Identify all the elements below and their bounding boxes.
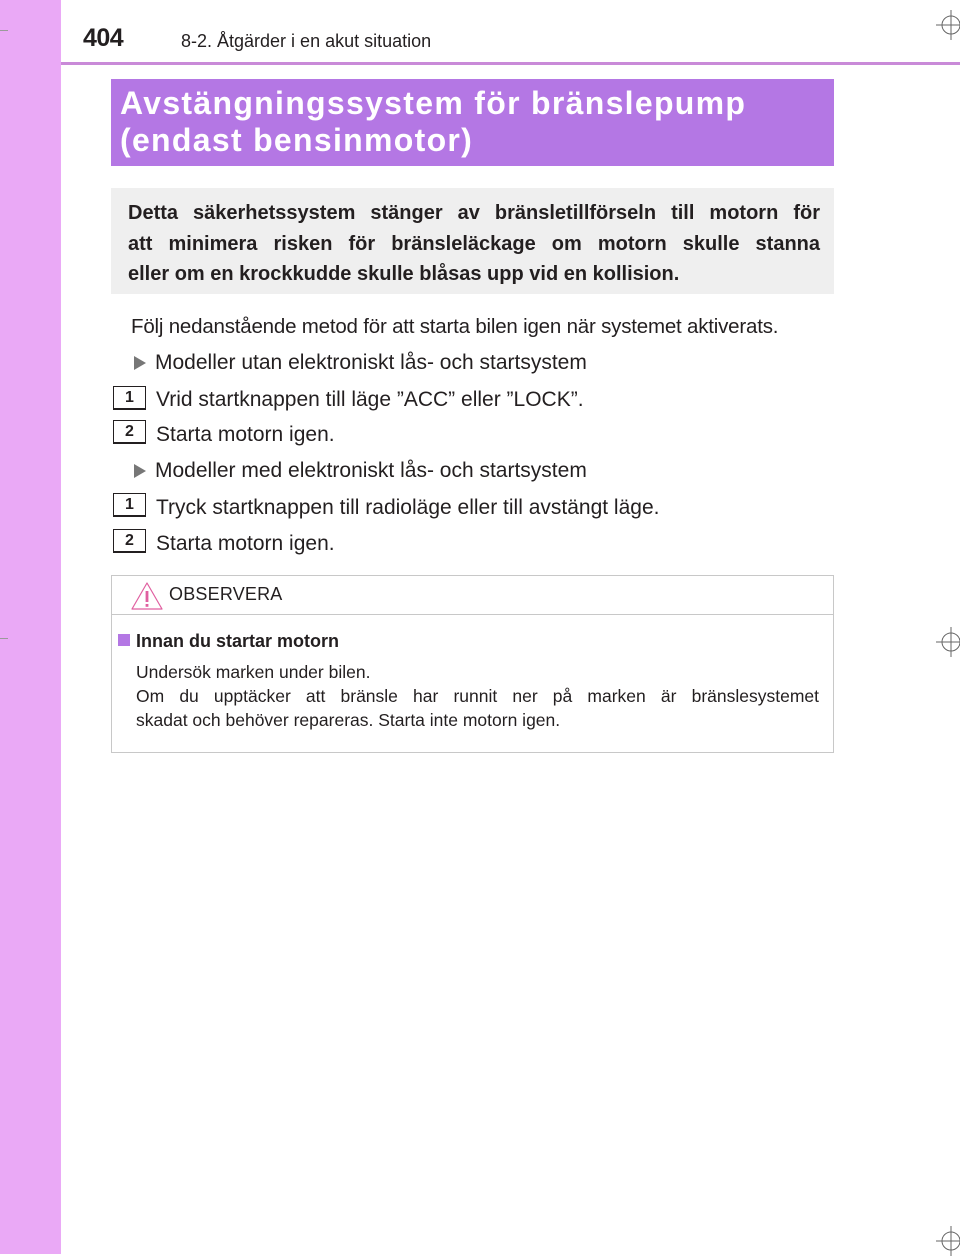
- summary-line-1: Detta säkerhetssystem stänger av bränsletillförseln till motorn för: [128, 202, 820, 224]
- heading-line-1: Avstängningssystem för bränslepump: [120, 85, 747, 121]
- warning-triangle-icon: [130, 581, 164, 611]
- trim-mark: [0, 30, 8, 31]
- step-number-badge: 1: [113, 386, 146, 410]
- step-text: Starta motorn igen.: [156, 532, 335, 555]
- step-text: Tryck startknappen till radioläge eller till avstängt läge.: [156, 496, 660, 519]
- page-number: 404: [83, 24, 124, 52]
- step-number-badge: 2: [113, 420, 146, 444]
- caution-line: skadat och behöver repareras. Starta inte motorn igen.: [136, 710, 561, 730]
- summary-line-3: eller om en krockkudde skulle blåsas upp vid en kollision.: [128, 263, 680, 285]
- triangle-right-icon: [134, 356, 146, 370]
- registration-crosshair-icon: [936, 1226, 960, 1256]
- summary-line-2: att minimera risken för bränsleläckage om motorn skulle stanna: [128, 232, 820, 255]
- registration-crosshair-icon: [936, 10, 960, 40]
- summary-box: [111, 188, 834, 294]
- section-title: 8-2. Åtgärder i en akut situation: [181, 31, 432, 51]
- triangle-right-icon: [134, 464, 146, 478]
- heading-banner: [111, 79, 834, 166]
- group-heading: Modeller utan elektroniskt lås- och startsystem: [155, 351, 587, 374]
- square-bullet-icon: [118, 634, 130, 646]
- side-color-strip: [0, 0, 61, 1254]
- caution-box: [111, 575, 834, 753]
- step-number-badge: 2: [113, 529, 146, 553]
- trim-mark: [0, 638, 8, 639]
- step-number-badge: 1: [113, 493, 146, 517]
- caution-line: Undersök marken under bilen.: [136, 662, 371, 682]
- header-rule: [61, 62, 960, 65]
- caution-label: OBSERVERA: [169, 584, 283, 604]
- heading-line-2: (endast bensinmotor): [120, 122, 474, 158]
- step-text: Starta motorn igen.: [156, 423, 335, 446]
- instruction-text: Följ nedanstående metod för att starta bilen igen när systemet aktiverats.: [131, 315, 779, 338]
- caution-header: [112, 576, 833, 615]
- registration-crosshair-icon: [936, 627, 960, 657]
- group-heading: Modeller med elektroniskt lås- och startsystem: [155, 459, 587, 482]
- caution-line: Om du upptäcker att bränsle har runnit ner på marken är bränslesystemet: [136, 686, 819, 706]
- step-text: Vrid startknappen till läge ”ACC” eller ”LOCK”.: [156, 388, 584, 411]
- caution-heading: Innan du startar motorn: [136, 631, 340, 651]
